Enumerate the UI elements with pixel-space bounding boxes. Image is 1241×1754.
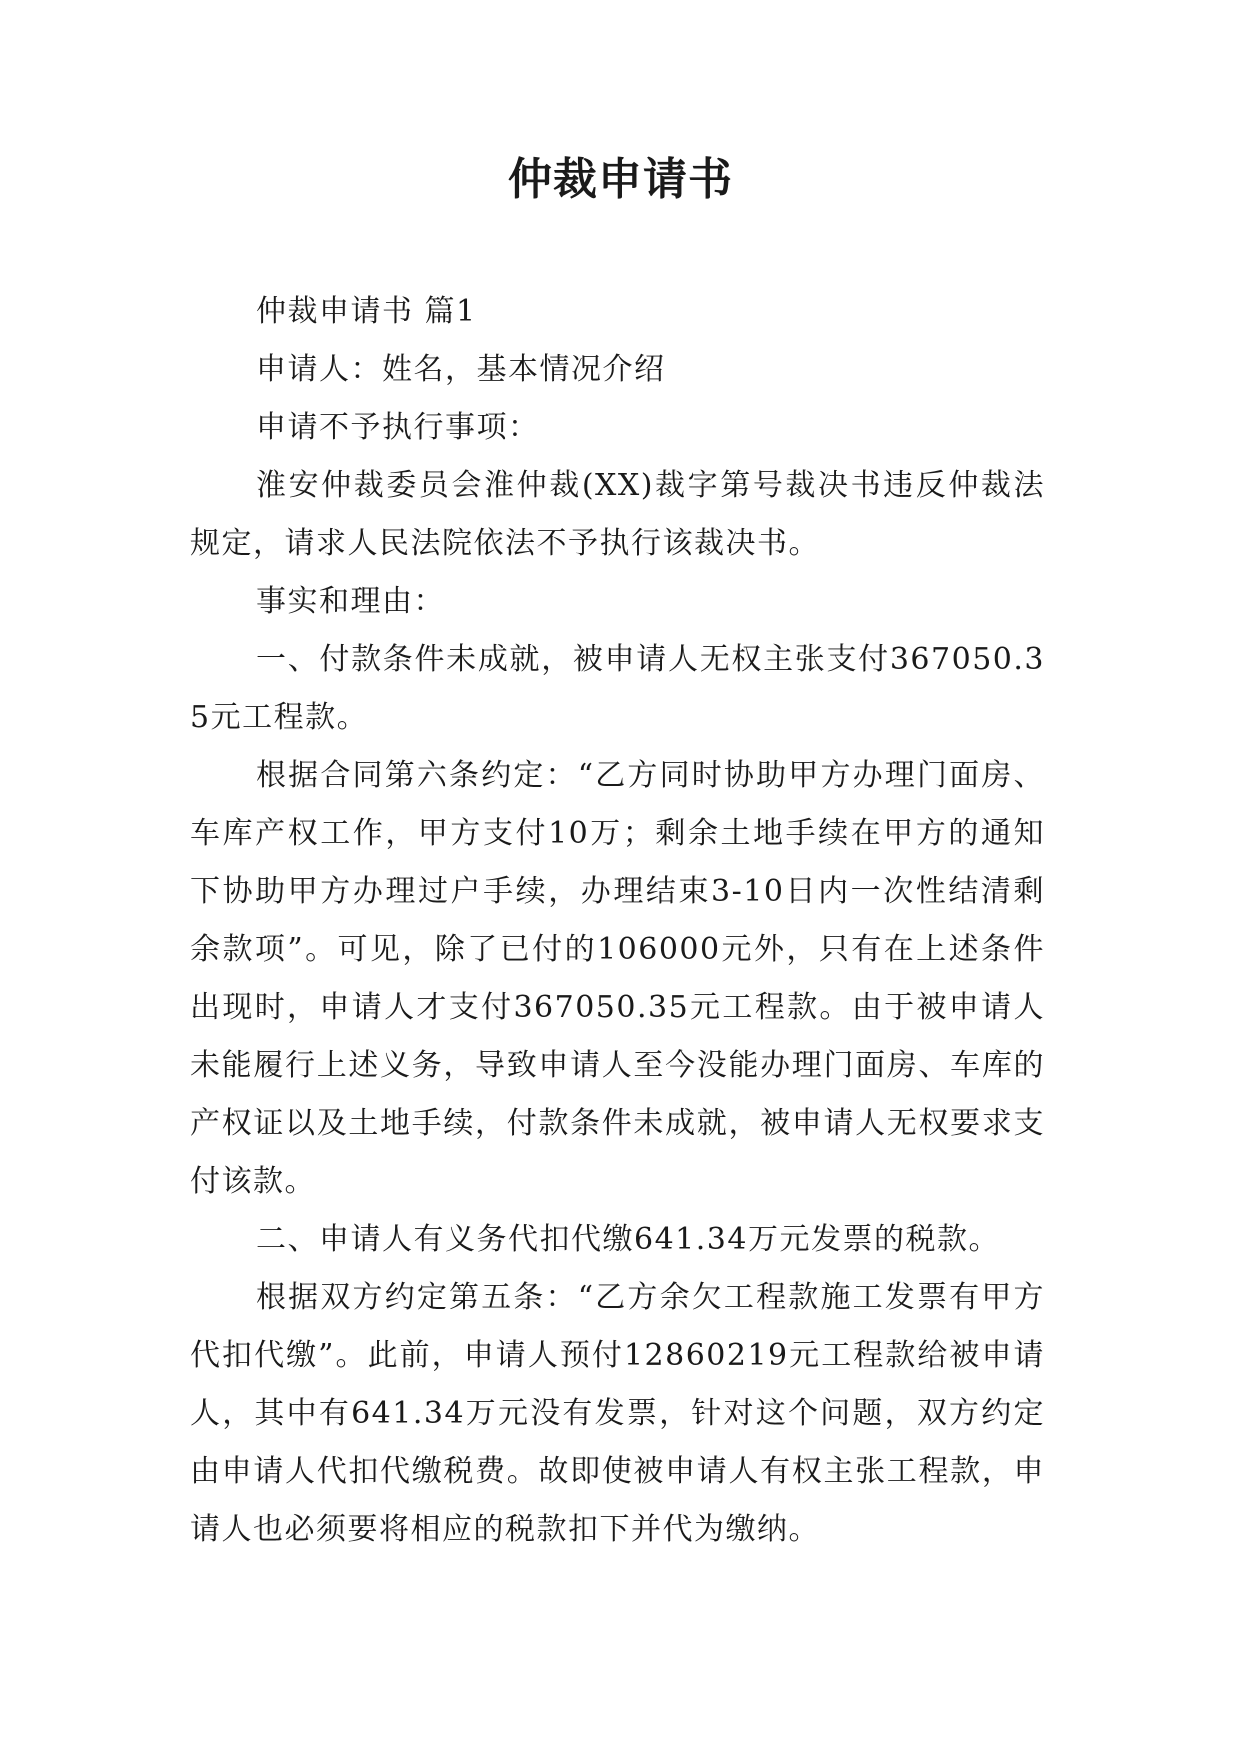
document-body <box>190 283 1045 1559</box>
point-one-paragraph: 一、付款条件未成就，被申请人无权主张支付367050.35元工程款。 <box>190 642 1045 735</box>
point-two-paragraph: 二、申请人有义务代扣代缴641.34万元发票的税款。 <box>256 1222 1000 1257</box>
document-title: 仲裁申请书 <box>508 154 733 205</box>
section-heading: 仲裁申请书 篇1 <box>256 294 477 329</box>
applicant-line: 申请人：姓名，基本情况介绍 <box>256 352 666 387</box>
request-heading: 申请不予执行事项： <box>256 410 540 445</box>
contract-clause-six-paragraph: 根据合同第六条约定：“乙方同时协助甲方办理门面房、车库产权工作，甲方支付10万；剩余土地手续在甲方的通知下协助甲方办理过户手续，办理结束3-10日内一次性结清剩余款项”。可见，除了已付的106000元外，只有在上述条件出现时，申请人才支付367050.35元工程款。由于被申请人未能履行上述义务，导致申请人至今没能办理门面房、车库的产权证以及土地手续，付款条件未成就，被申请人无权要求支付该款。 <box>190 758 1045 1199</box>
facts-heading: 事实和理由： <box>256 584 445 619</box>
request-paragraph: 淮安仲裁委员会淮仲裁(XX)裁字第号裁决书违反仲裁法规定，请求人民法院依法不予执行该裁决书。 <box>190 468 1045 561</box>
agreement-clause-five-paragraph: 根据双方约定第五条：“乙方余欠工程款施工发票有甲方代扣代缴”。此前，申请人预付12860219元工程款给被申请人，其中有641.34万元没有发票，针对这个问题，双方约定由申请人代扣代缴税费。故即使被申请人有权主张工程款，申请人也必须要将相应的税款扣下并代为缴纳。 <box>190 1280 1045 1547</box>
